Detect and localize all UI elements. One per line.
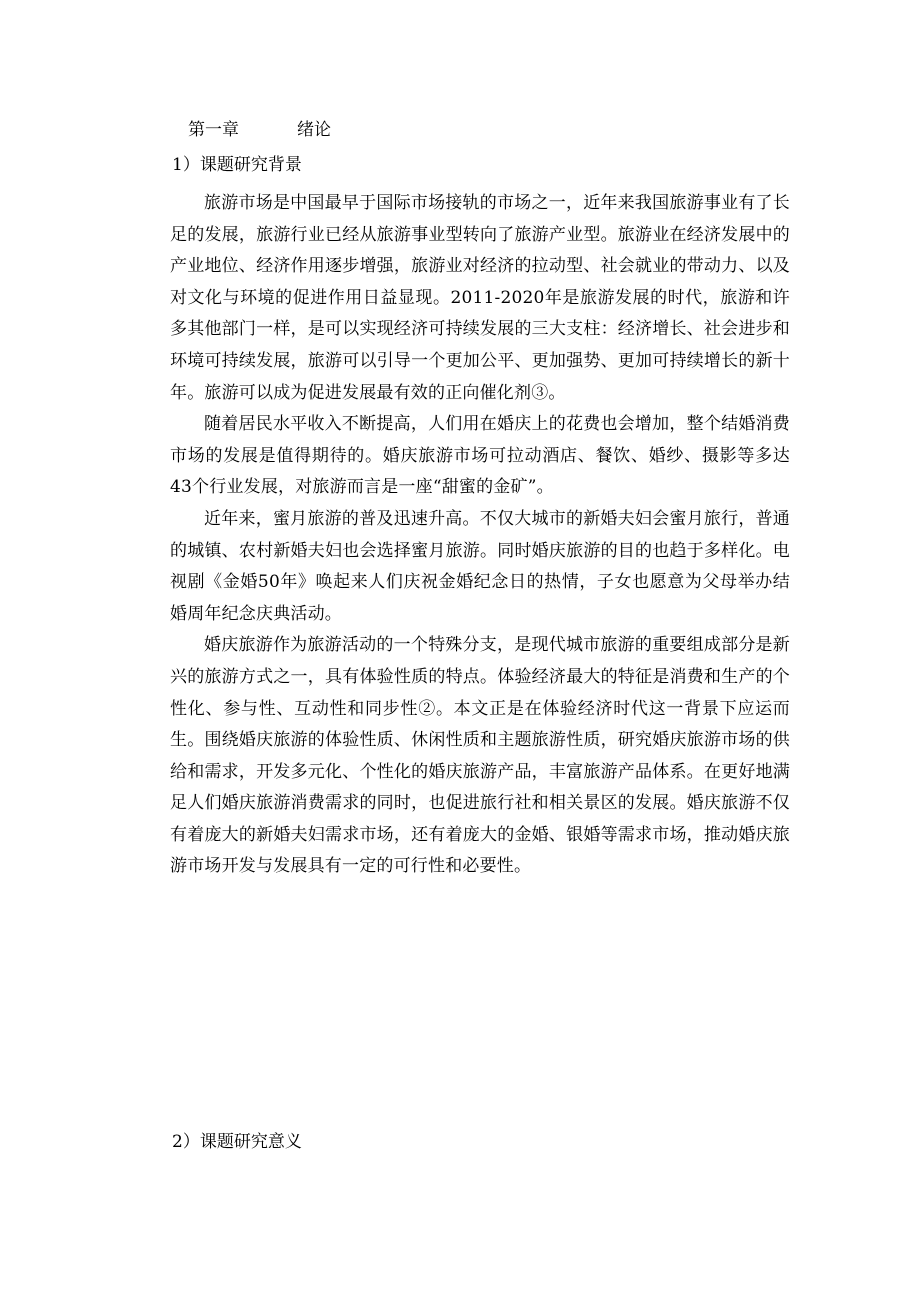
chapter-title: 绪论 [297,120,331,140]
section-heading-background: 1）课题研究背景 [172,155,302,175]
paragraph: 近年来，蜜月旅游的普及迅速升高。不仅大城市的新婚夫妇会蜜月旅行，普通的城镇、农村新婚夫妇也会选择蜜月旅游。同时婚庆旅游的目的也趋于多样化。电视剧《金婚50年》唤起来人们庆祝金婚纪念日的热情，子女也愿意为父母举办结婚周年纪念庆典活动。 [170,508,790,624]
paragraph: 婚庆旅游作为旅游活动的一个特殊分支，是现代城市旅游的重要组成部分是新兴的旅游方式之一，具有体验性质的特点。体验经济最大的特征是消费和生产的个性化、参与性、互动性和同步性②。本文正是在体验经济时代这一背景下应运而生。围绕婚庆旅游的体验性质、休闲性质和主题旅游性质，研究婚庆旅游市场的供给和需求，开发多元化、个性化的婚庆旅游产品，丰富旅游产品体系。在更好地满足人们婚庆旅游消费需求的同时，也促进旅行社和相关景区的发展。婚庆旅游不仅有着庞大的新婚夫妇需求市场，还有着庞大的金婚、银婚等需求市场，推动婚庆旅游市场开发与发展具有一定的可行性和必要性。 [170,635,790,877]
chapter-heading [188,118,331,142]
paragraph: 随着居民水平收入不断提高，人们用在婚庆上的花费也会增加，整个结婚消费市场的发展是值得期待的。婚庆旅游市场可拉动酒店、餐饮、婚纱、摄影等多达43个行业发展，对旅游而言是一座“甜蜜的金矿”。 [170,414,790,498]
paragraph: 旅游市场是中国最早于国际市场接轨的市场之一，近年来我国旅游事业有了长足的发展，旅游行业已经从旅游事业型转向了旅游产业型。旅游业在经济发展中的产业地位、经济作用逐步增强，旅游业对经济的拉动型、社会就业的带动力、以及对文化与环境的促进作用日益显现。2011-2020年是旅游发展的时代，旅游和许多其他部门一样，是可以实现经济可持续发展的三大支柱：经济增长、社会进步和环境可持续发展，旅游可以引导一个更加公平、更加强势、更加可持续增长的新十年。旅游可以成为促进发展最有效的正向催化剂③。 [170,193,790,403]
section-body-background [170,188,790,883]
section-heading-significance: 2）课题研究意义 [172,1132,302,1152]
chapter-number: 第一章 [188,120,239,140]
